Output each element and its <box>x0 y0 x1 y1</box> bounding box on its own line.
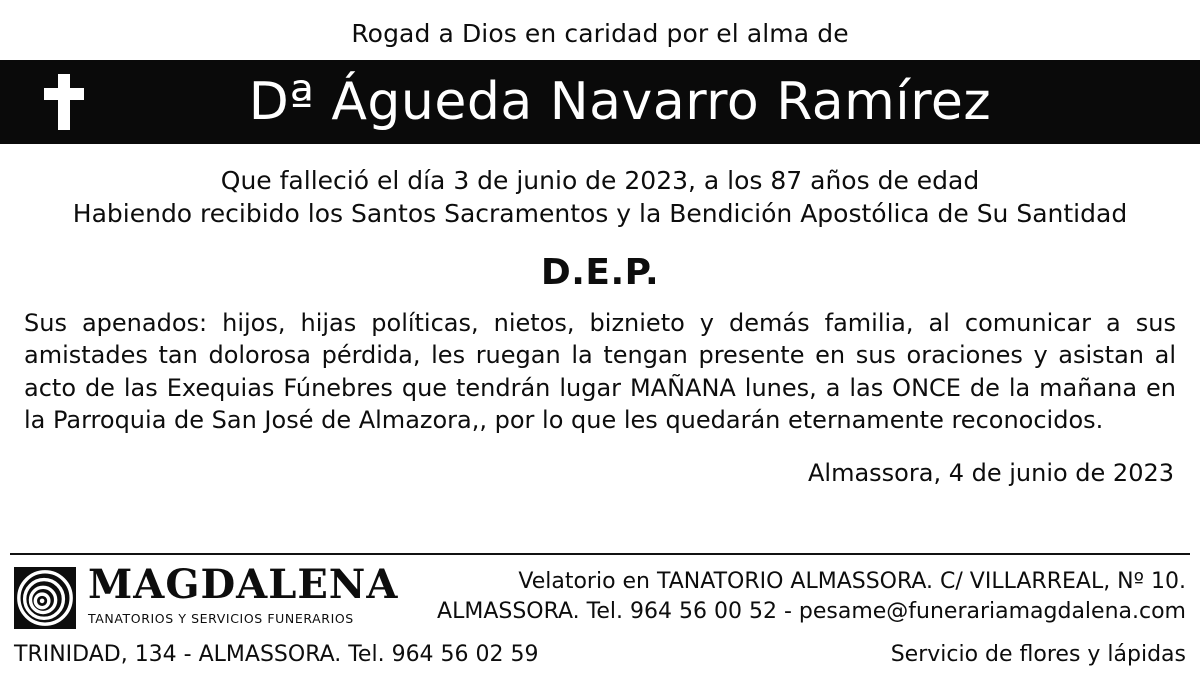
footer <box>0 555 1200 675</box>
wake-info <box>398 565 1186 626</box>
place-date: Almassora, 4 de junio de 2023 <box>808 459 1174 487</box>
invocation-line: Rogad a Dios en caridad por el alma de <box>351 19 849 48</box>
footer-bottom <box>14 642 1186 667</box>
family-message: Sus apenados: hijos, hijas políticas, nietos, biznieto y demás familia, al comunicar a sus amistades tan dolorosa pérdida, les ruegan la tengan presente en sus oraciones y asistan al acto de las Exequias Fúnebres que tendrán lugar MAÑANA lunes, a las ONCE de la mañana en la Parroquia de San José de Almazora,, por lo que les quedarán eternamente reconocidos. <box>24 308 1176 435</box>
brand-name: MAGDALENA <box>88 561 399 608</box>
wake-line-2: ALMASSORA. Tel. 964 56 00 52 - pesame@funerariamagdalena.com <box>437 598 1186 624</box>
brand-block <box>14 561 399 629</box>
wake-line-1: Velatorio en TANATORIO ALMASSORA. C/ VILLARREAL, Nº 10. <box>518 569 1186 594</box>
sacraments-line: Habiendo recibido los Santos Sacramentos y la Bendición Apostólica de Su Santidad <box>72 198 1128 228</box>
name-banner <box>0 60 1200 144</box>
dep-text: D.E.P. <box>540 251 660 293</box>
brand-subtitle: TANATORIOS Y SERVICIOS FUNERARIOS <box>88 611 354 626</box>
cross-icon <box>44 74 84 130</box>
death-line: Que falleció el día 3 de junio de 2023, a los 87 años de edad <box>220 165 980 195</box>
services-line: Servicio de flores y lápidas <box>890 642 1186 667</box>
spiral-logo-icon <box>14 567 76 629</box>
notice-body <box>0 144 1200 538</box>
deceased-name: Dª Águeda Navarro Ramírez <box>248 71 992 132</box>
company-address: TRINIDAD, 134 - ALMASSORA. Tel. 964 56 02 59 <box>14 642 539 667</box>
